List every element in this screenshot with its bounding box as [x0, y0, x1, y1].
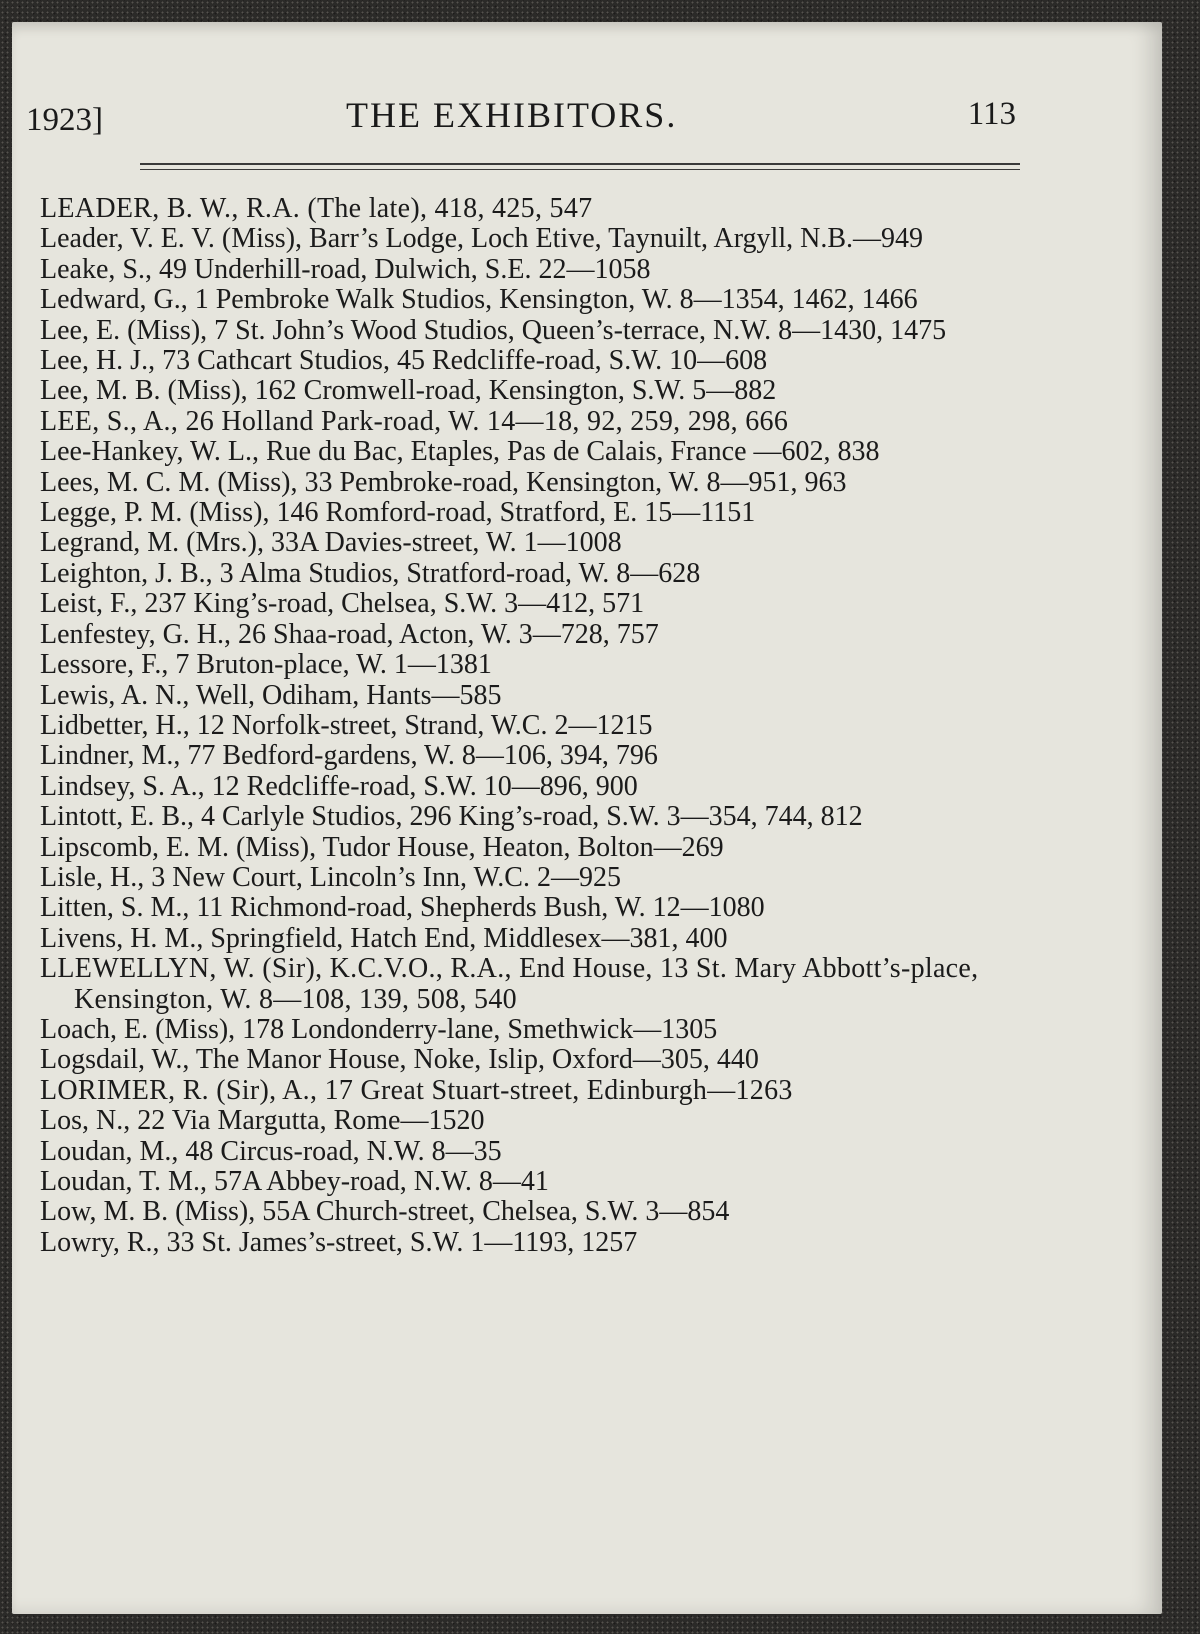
list-item: Legrand, M. (Mrs.), 33A Davies-street, W. 1—1008	[40, 527, 622, 559]
list-item: Litten, S. M., 11 Richmond-road, Shepherds Bush, W. 12—1080	[40, 892, 765, 924]
list-item: Lenfestey, G. H., 26 Shaa-road, Acton, W. 3—728, 757	[40, 618, 659, 650]
list-item: Lidbetter, H., 12 Norfolk-street, Strand, W.C. 2—1215	[40, 709, 653, 741]
list-item: Lessore, F., 7 Bruton-place, W. 1—1381	[40, 649, 492, 681]
list-item: LEADER, B. W., R.A. (The late), 418, 425, 547	[40, 193, 593, 224]
header-title: THE EXHIBITORS.	[346, 95, 678, 135]
list-item: Logsdail, W., The Manor House, Noke, Islip, Oxford—305, 440	[40, 1044, 759, 1076]
list-item: Lowry, R., 33 St. James’s-street, S.W. 1—1193, 1257	[40, 1226, 638, 1258]
list-item: Leake, S., 49 Underhill-road, Dulwich, S.E. 22—1058	[40, 253, 651, 285]
list-item: Los, N., 22 Via Margutta, Rome—1520	[40, 1105, 485, 1137]
exhibitor-list	[40, 194, 1030, 1258]
list-item: Leighton, J. B., 3 Alma Studios, Stratford-road, W. 8—628	[40, 557, 701, 589]
list-item: Livens, H. M., Springfield, Hatch End, Middlesex—381, 400	[40, 922, 728, 954]
list-item: Leader, V. E. V. (Miss), Barr’s Lodge, Loch Etive, Taynuilt, Argyll, N.B.—949	[40, 223, 923, 255]
list-item: Lee-Hankey, W. L., Rue du Bac, Etaples, Pas de Calais, France —602, 838	[40, 436, 880, 468]
list-item: Lees, M. C. M. (Miss), 33 Pembroke-road, Kensington, W. 8—951, 963	[40, 466, 847, 498]
list-item: Loudan, T. M., 57A Abbey-road, N.W. 8—41	[40, 1166, 549, 1197]
list-item: Low, M. B. (Miss), 55A Church-street, Chelsea, S.W. 3—854	[40, 1196, 730, 1228]
list-item: LEE, S., A., 26 Holland Park-road, W. 14—18, 92, 259, 298, 666	[40, 405, 789, 437]
running-header	[26, 94, 1016, 144]
list-item: Lindsey, S. A., 12 Redcliffe-road, S.W. 10—896, 900	[40, 770, 638, 802]
header-rule-thin	[140, 169, 1020, 170]
list-item: Leist, F., 237 King’s-road, Chelsea, S.W. 3—412, 571	[40, 588, 645, 620]
header-year: 1923]	[26, 102, 103, 138]
list-item: LLEWELLYN, W. (Sir), K.C.V.O., R.A., End House, 13 St. Mary Abbott’s-place, Kensington, W. 8—108, 139, 508, 540	[40, 953, 979, 1015]
list-item: Lee, E. (Miss), 7 St. John’s Wood Studios, Queen’s-terrace, N.W. 8—1430, 1475	[40, 314, 947, 346]
list-item: Lipscomb, E. M. (Miss), Tudor House, Heaton, Bolton—269	[40, 831, 724, 863]
list-item: Lisle, H., 3 New Court, Lincoln’s Inn, W.C. 2—925	[40, 861, 621, 893]
list-item: Lee, M. B. (Miss), 162 Cromwell-road, Kensington, S.W. 5—882	[40, 375, 777, 407]
list-item: Legge, P. M. (Miss), 146 Romford-road, Stratford, E. 15—1151	[40, 497, 756, 529]
list-item: Loudan, M., 48 Circus-road, N.W. 8—35	[40, 1135, 502, 1167]
list-item: Ledward, G., 1 Pembroke Walk Studios, Kensington, W. 8—1354, 1462, 1466	[40, 284, 918, 316]
list-item: Loach, E. (Miss), 178 Londonderry-lane, Smethwick—1305	[40, 1013, 718, 1045]
list-item: Lee, H. J., 73 Cathcart Studios, 45 Redcliffe-road, S.W. 10—608	[40, 345, 768, 377]
page-number: 113	[967, 96, 1016, 132]
header-rule	[140, 163, 1020, 165]
list-item: LORIMER, R. (Sir), A., 17 Great Stuart-street, Edinburgh—1263	[40, 1074, 793, 1106]
list-item: Lewis, A. N., Well, Odiham, Hants—585	[40, 679, 502, 711]
list-item: Lindner, M., 77 Bedford-gardens, W. 8—106, 394, 796	[40, 740, 658, 772]
list-item: Lintott, E. B., 4 Carlyle Studios, 296 King’s-road, S.W. 3—354, 744, 812	[40, 801, 863, 833]
